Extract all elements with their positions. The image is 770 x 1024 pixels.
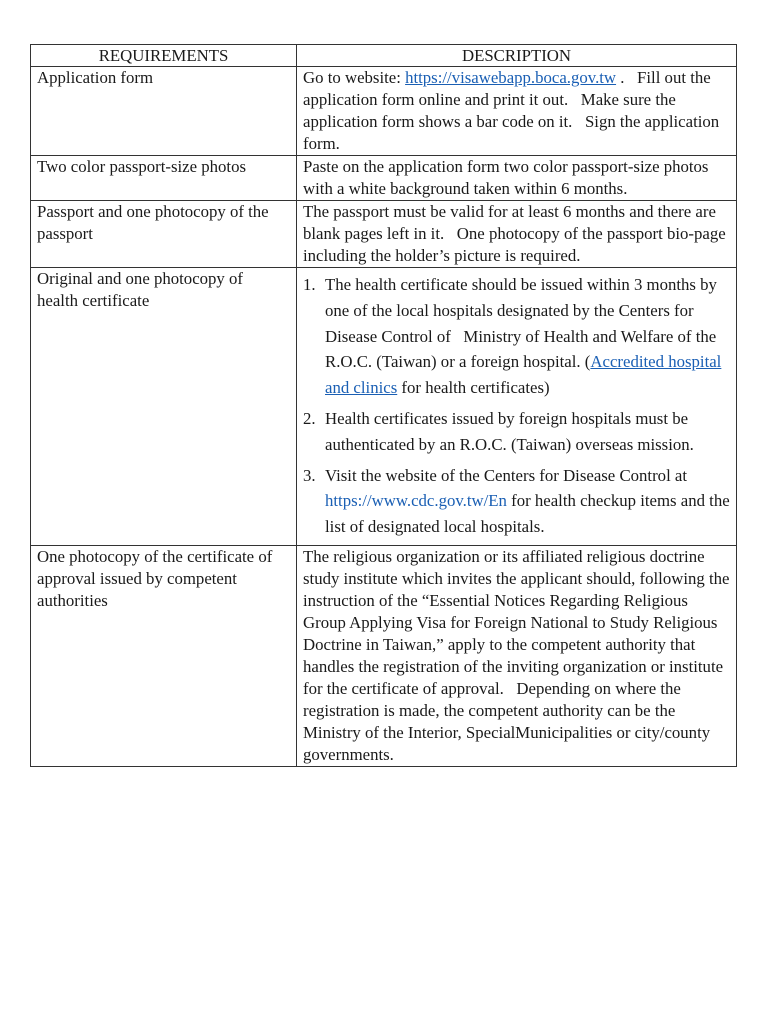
list-number: 3. xyxy=(303,465,316,485)
desc-text: Go to website: xyxy=(303,68,406,87)
list-text xyxy=(325,272,730,401)
list-text-part: Visit the website of the Centers for Disease Control at xyxy=(325,465,688,485)
table-row xyxy=(31,201,737,268)
cdc-website-link[interactable]: https://www.cdc.gov.tw/En xyxy=(325,491,507,511)
requirement-health-certificate: Original and one photocopy of health certificate xyxy=(31,268,297,546)
health-list xyxy=(303,272,730,540)
list-text: Health certificates issued by foreign hospitals must be authenticated by an R.O.C. (Taiwan) overseas mission. xyxy=(325,408,694,454)
list-text-part: for health checkup items and the list of designated local hospitals. xyxy=(325,491,730,537)
table-row xyxy=(31,268,737,546)
requirement-approval-certificate: One photocopy of the certificate of approval issued by competent authorities xyxy=(31,545,297,766)
desc-text: . Fill out the application form online and print it out. Make sure the application form shows a bar code on it. Sign the application form. xyxy=(303,68,724,153)
header-description: DESCRIPTION xyxy=(297,45,737,67)
header-requirements: REQUIREMENTS xyxy=(31,45,297,67)
description-passport: The passport must be valid for at least 6 months and there are blank pages left in it. One photocopy of the passport bio-page including the holder’s picture is required. xyxy=(297,201,737,268)
list-number: 1. xyxy=(303,275,316,294)
requirements-table xyxy=(30,44,737,767)
table-row xyxy=(31,156,737,201)
list-number: 2. xyxy=(303,408,316,428)
header-row xyxy=(31,45,737,67)
visa-website-link[interactable]: https://visawebapp.boca.gov.tw xyxy=(405,68,617,87)
accredited-hospitals-link[interactable]: Accredited hospital and clinics xyxy=(325,352,722,398)
description-health-certificate xyxy=(297,268,737,546)
list-item xyxy=(303,406,730,458)
list-text xyxy=(325,463,730,540)
description-approval-certificate: The religious organization or its affiliated religious doctrine study institute which invites the applicant should, following the instruction of the “Essential Notices Regarding Religious Group Applying Visa for Foreign National to Study Religious Doctrine in Taiwan,” apply to the competent authority that handles the registration of the inviting organization or institute for the certificate of approval. Depending on where the registration is made, the competent authority can be the Ministry of the Interior, SpecialMunicipalities or city/county governments. xyxy=(297,545,737,766)
list-text-part: The health certificate should be issued within 3 months by one of the local hospitals designated by the Centers for Disease Control of Ministry of Health and Welfare of the R.O.C. (Taiwan) or a foreign hospital. ( xyxy=(325,275,722,372)
requirement-photos: Two color passport-size photos xyxy=(31,156,297,201)
list-item xyxy=(303,272,730,401)
list-text-part: for health certificates) xyxy=(397,378,550,398)
description-photos: Paste on the application form two color passport-size photos with a white background taken within 6 months. xyxy=(297,156,737,201)
list-item xyxy=(303,463,730,540)
description-application-form xyxy=(297,67,737,156)
requirement-passport: Passport and one photocopy of the passport xyxy=(31,201,297,268)
table-row xyxy=(31,545,737,766)
requirement-application-form: Application form xyxy=(31,67,297,156)
table-row xyxy=(31,67,737,156)
